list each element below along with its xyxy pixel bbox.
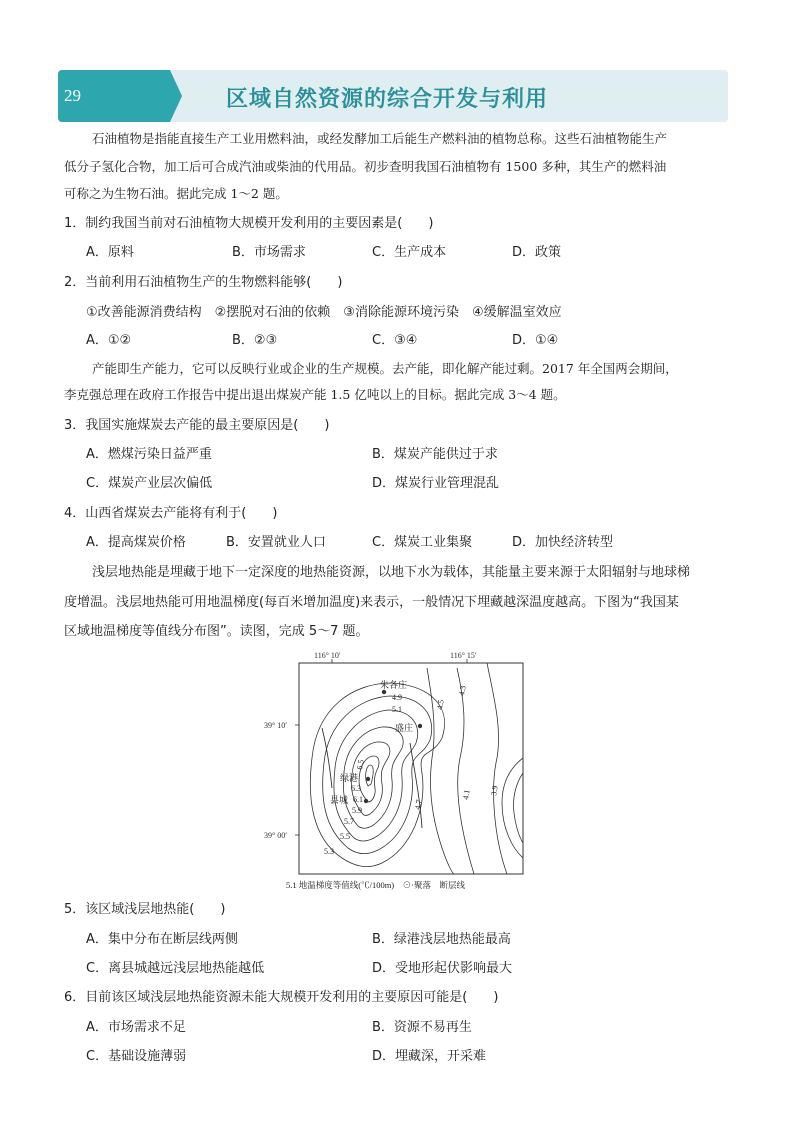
q5-option-d[interactable]: D．受地形起伏影响最大 (372, 961, 513, 976)
passage2-line1: 产能即生产能力，它可以反映行业或企业的生产规模。去产能，即化解产能过剩。2017 年全国两会期间， (92, 361, 678, 376)
q6-stem: 6．目前该区域浅层地热能资源未能大规模开发利用的主要原因可能是( ) (64, 990, 499, 1005)
settlement-shengzhuang (418, 724, 422, 728)
q5-option-c[interactable]: C．离县城越远浅层地热能越低 (86, 961, 265, 976)
passage1-line2: 低分子氢化合物，加工后可合成汽油或柴油的代用品。初步查明我国石油植物有 1500 多种，其生产的燃料油 (64, 159, 667, 174)
place-xiancheng: 县城 (330, 795, 349, 805)
q1-option-b[interactable]: B．市场需求 (232, 245, 306, 260)
contour-label-4-1: 4.1 (461, 788, 472, 801)
section-header (58, 70, 728, 122)
q3-stem: 3．我国实施煤炭去产能的最主要原因是( ) (64, 418, 330, 433)
contour-45 (457, 668, 474, 874)
contour-47 (427, 668, 454, 874)
contour-label-3-9: 3.9 (489, 784, 500, 797)
contour-label-5-9: 5.9 (352, 806, 362, 815)
passage1-line1: 石油植物是指能直接生产工业用燃料油，或经发酵加工后能生产燃料油的植物总称。这些石油植物能生产 (92, 131, 668, 146)
settlement-lvgang (366, 777, 370, 781)
q2-option-b[interactable]: B．②③ (232, 333, 278, 348)
contour-label-4-3: 4.3 (457, 684, 468, 697)
q1-stem: 1．制约我国当前对石油植物大规模开发利用的主要因素是( ) (64, 216, 434, 231)
contour-label-5-5: 5.5 (340, 832, 350, 841)
fault-line-1 (410, 743, 422, 828)
contour-label-6-5: 6.5 (355, 758, 366, 771)
place-zhugezhuang: 朱各庄 (380, 680, 408, 690)
q3-option-b[interactable]: B．煤炭产能供过于求 (372, 447, 498, 462)
lon-label-1: 116° 10′ (314, 651, 341, 660)
passage3-line2: 度增温。浅层地热能可用地温梯度(每百米增加温度)来表示，一般情况下埋藏越深温度越高。下图为“我国某 (64, 595, 679, 610)
lat-label-1: 39° 10′ (264, 721, 287, 730)
passage3-line1: 浅层地热能是埋藏于地下一定深度的地热能资源，以地下水为载体，其能量主要来源于太阳辐射与地球梯 (92, 565, 691, 580)
place-lvgang: 绿港 (340, 773, 359, 783)
lon-label-2: 116° 15′ (450, 651, 477, 660)
contour-label-6-3: 6.3 (351, 784, 361, 793)
contour-label-4-9: 4.9 (392, 693, 402, 702)
q3-option-d[interactable]: D．煤炭行业管理混乱 (372, 476, 500, 491)
map-frame (299, 663, 523, 874)
contour-label-6-1: 6.1 (353, 795, 363, 804)
q6-option-a[interactable]: A．市场需求不足 (86, 1020, 186, 1035)
contour-label-5-3: 5.3 (324, 847, 334, 856)
q5-option-b[interactable]: B．绿港浅层地热能最高 (372, 932, 511, 947)
q2-option-c[interactable]: C．③④ (372, 333, 418, 348)
q1-option-a[interactable]: A．原料 (86, 245, 134, 260)
badge-arrow (170, 70, 182, 122)
passage1-line3: 可称之为生物石油。据此完成 1～2 题。 (64, 186, 288, 201)
q5-stem: 5．该区域浅层地热能( ) (64, 902, 226, 917)
section-number: 29 (64, 86, 81, 105)
q4-option-b[interactable]: B．安置就业人口 (226, 535, 326, 550)
q5-option-a[interactable]: A．集中分布在断层线两侧 (86, 932, 238, 947)
q6-option-b[interactable]: B．资源不易再生 (372, 1020, 472, 1035)
contour-43 (487, 663, 507, 874)
passage3-line3: 区域地温梯度等值线分布图”。读图，完成 5～7 题。 (64, 624, 369, 639)
contour-label-5-7: 5.7 (344, 817, 354, 826)
q2-statements: ①改善能源消费结构 ②摆脱对石油的依赖 ③消除能源环境污染 ④缓解温室效应 (86, 305, 562, 320)
passage2-line2: 李克强总理在政府工作报告中提出退出煤炭产能 1.5 亿吨以上的目标。据此完成 3～4 题。 (64, 387, 566, 402)
contour-label-5-1: 5.1 (392, 705, 402, 714)
settlement-zhugezhuang (382, 690, 386, 694)
contour-label-4-5: 4.5 (435, 698, 446, 711)
map-svg (264, 648, 532, 892)
place-shengzhuang: 盛庄 (395, 723, 414, 733)
section-number-badge (58, 70, 170, 122)
q6-option-d[interactable]: D．埋藏深，开采难 (372, 1049, 487, 1064)
contour-7 (366, 765, 374, 786)
geothermal-gradient-map (264, 648, 532, 892)
q1-option-c[interactable]: C．生产成本 (372, 245, 447, 260)
q4-option-c[interactable]: C．煤炭工业集聚 (372, 535, 473, 550)
contour-39 (513, 773, 523, 843)
q4-stem: 4．山西省煤炭去产能将有利于( ) (64, 506, 278, 521)
q4-option-a[interactable]: A．提高煤炭价格 (86, 535, 186, 550)
q3-option-c[interactable]: C．煤炭产业层次偏低 (86, 476, 213, 491)
q2-stem: 2．当前利用石油植物生产的生物燃料能够( ) (64, 275, 343, 290)
q3-option-a[interactable]: A．燃煤污染日益严重 (86, 447, 212, 462)
contour-label-4-7: 4.7 (413, 798, 424, 811)
q4-option-d[interactable]: D．加快经济转型 (512, 535, 614, 550)
q2-option-a[interactable]: A．①② (86, 333, 132, 348)
q2-option-d[interactable]: D．①④ (512, 333, 559, 348)
settlement-xiancheng (364, 799, 368, 803)
q6-option-c[interactable]: C．基础设施薄弱 (86, 1049, 187, 1064)
q1-option-d[interactable]: D．政策 (512, 245, 562, 260)
contour-41 (502, 758, 523, 858)
map-legend: 5.1 地温梯度等值线(℃/100m) ⊙·聚落 断层线 (286, 880, 465, 890)
lat-label-2: 39° 00′ (264, 831, 287, 840)
section-title: 区域自然资源的综合开发与利用 (226, 87, 549, 112)
